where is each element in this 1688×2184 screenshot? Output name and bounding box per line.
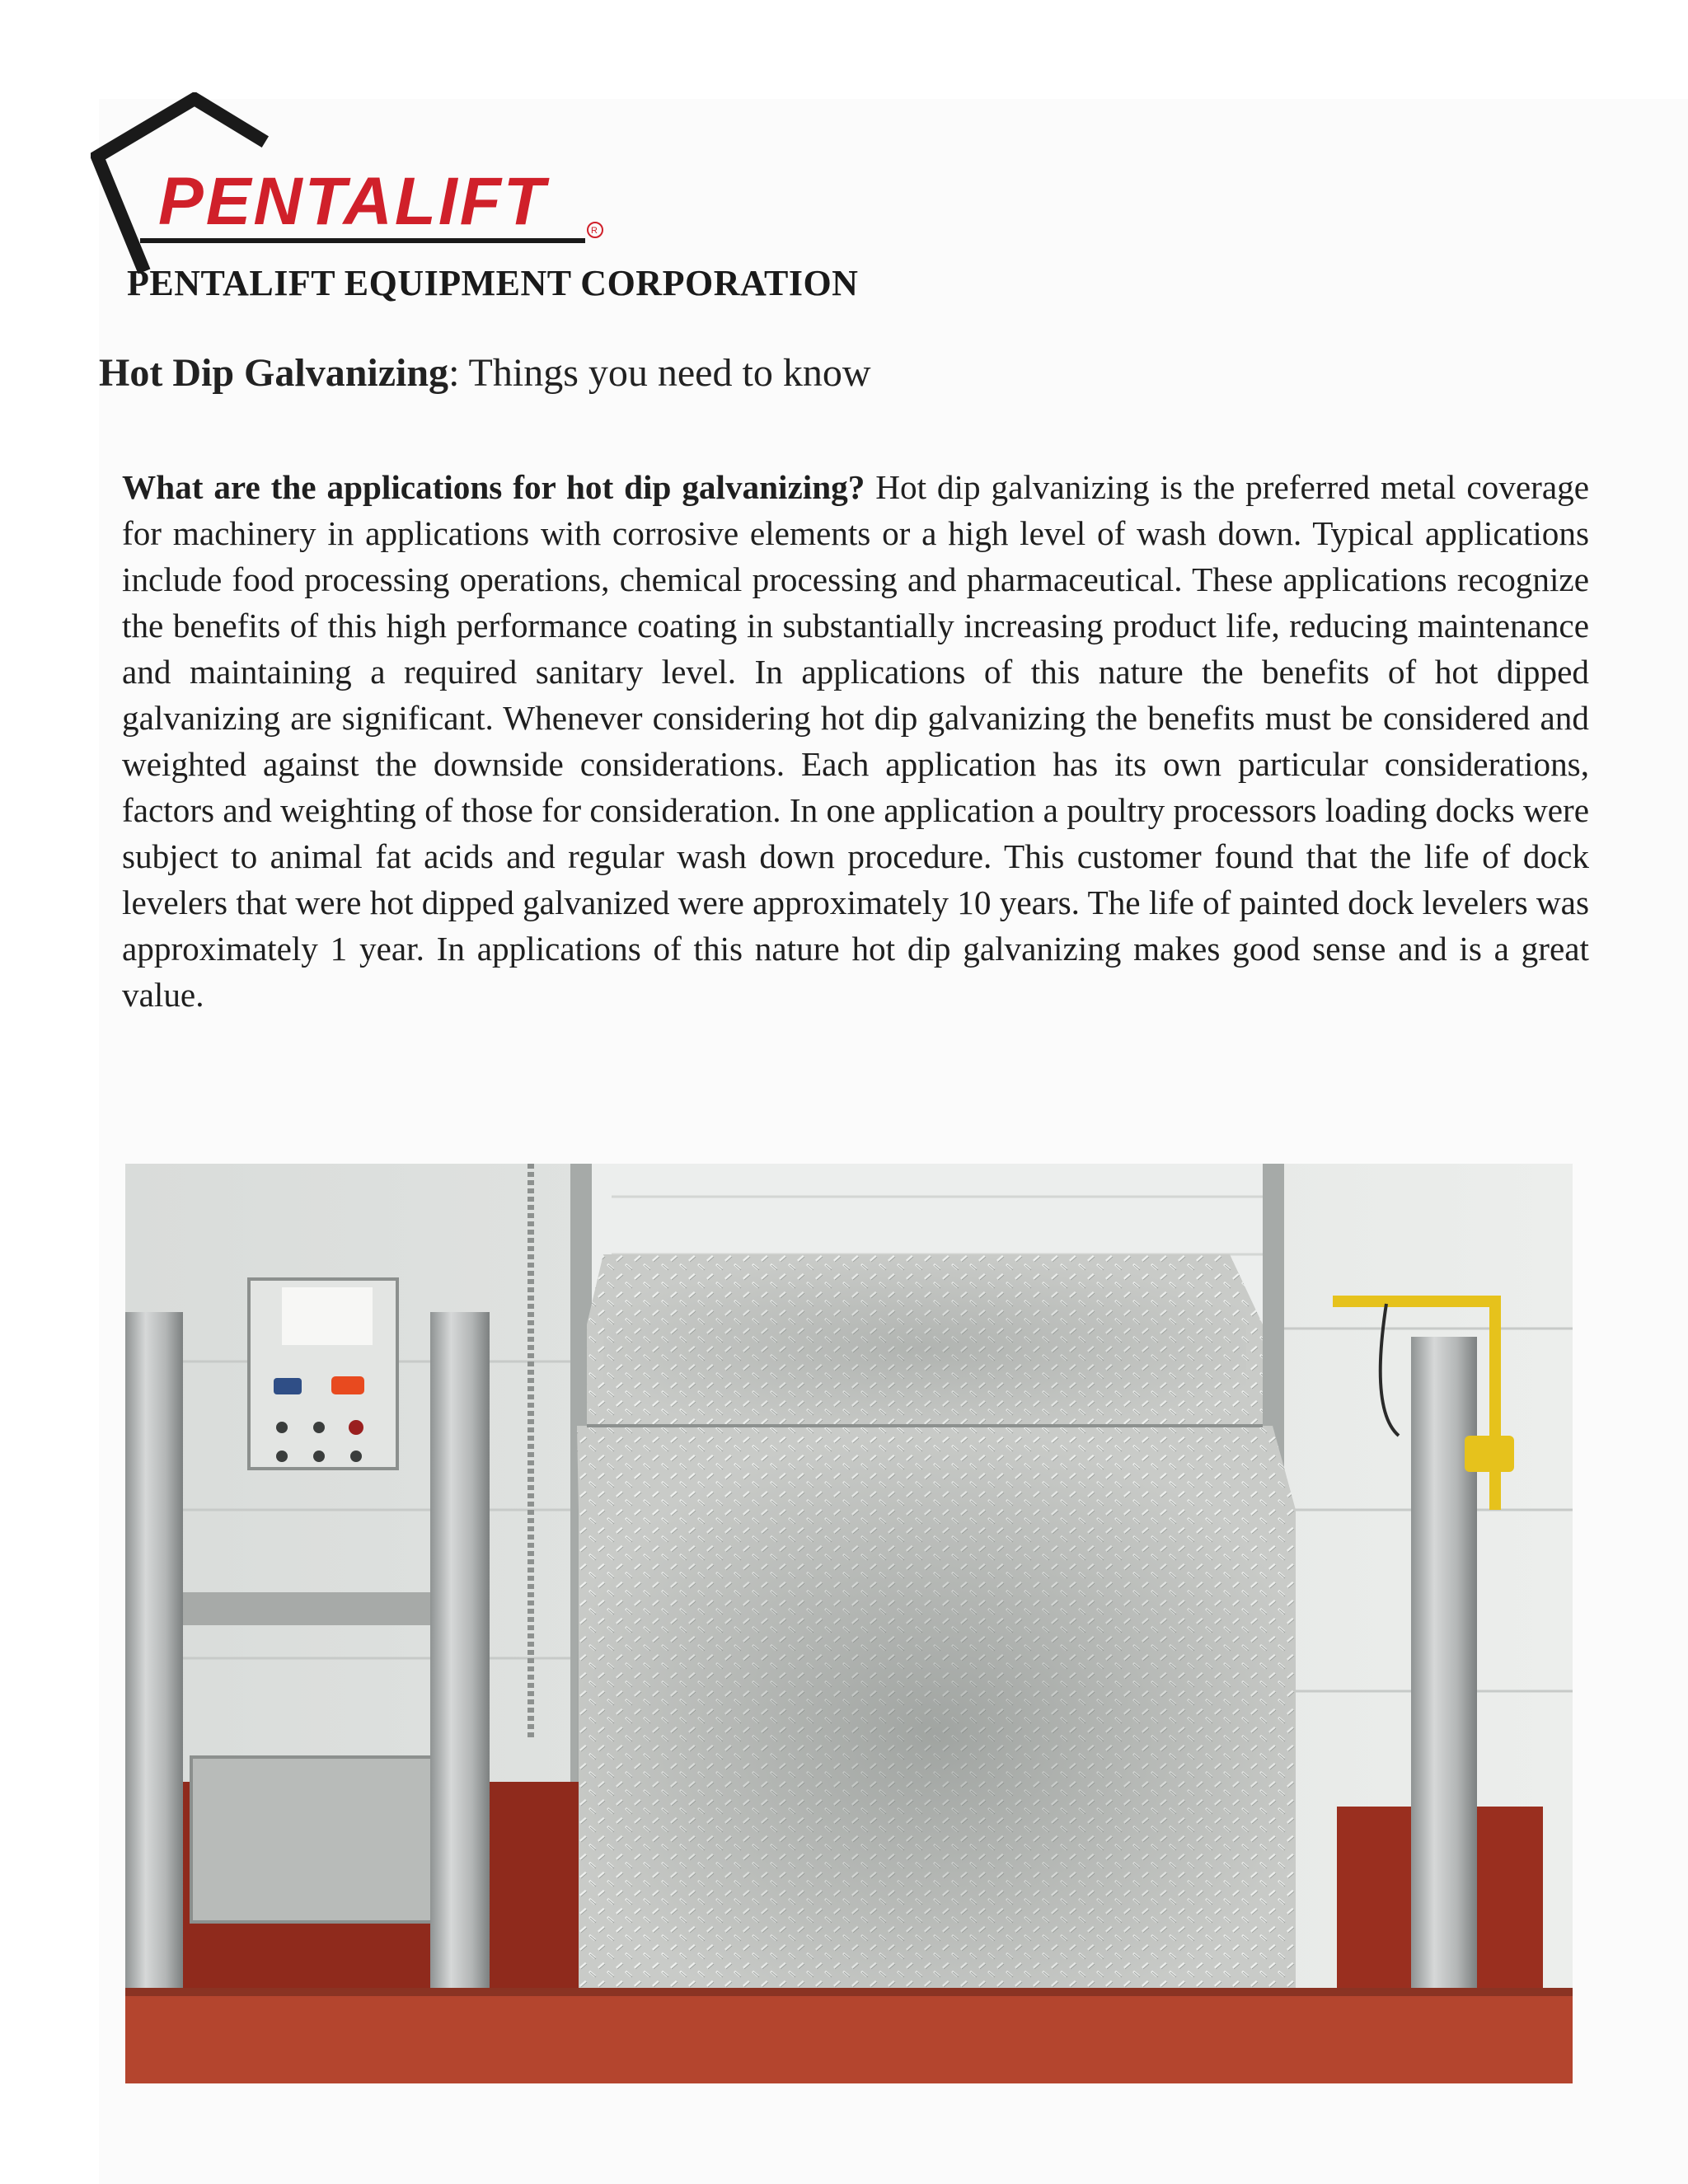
article-body <box>122 464 1589 1018</box>
svg-text:R: R <box>591 226 598 236</box>
pentalift-logo <box>91 92 618 274</box>
article-paragraph: Hot dip galvanizing is the preferred metal coverage for machinery in applications with corrosive elements or a high level of wash down. Typical applications include food processing operations, chemical processing and pharmaceutical. These applications recognize the benefits of this high performance coating in substantially increasing product life, reducing maintenance and maintaining a required sanitary level. In applications of this nature the benefits of hot dipped galvanizing are significant. Whenever considering hot dip galvanizing the benefits must be considered and weighted against the downside considerations. Each application has its own particular considerations, factors and weighting of those for consideration. In one application a poultry processors loading docks were subject to animal fat acids and regular wash down procedure. This customer found that the life of dock levelers that were hot dipped galvanized were approximately 10 years. The life of painted dock levelers was approximately 1 year. In applications of this nature hot dip galvanizing makes good sense and is a great value. <box>122 468 1589 1014</box>
lead-question: What are the applications for hot dip galvanizing? <box>122 468 865 506</box>
company-name: PENTALIFT EQUIPMENT CORPORATION <box>127 263 859 303</box>
title-rest: : Things you need to know <box>448 351 871 395</box>
dock-leveler-photo <box>125 1164 1573 2083</box>
page-title <box>99 350 870 396</box>
title-bold: Hot Dip Galvanizing <box>99 351 449 395</box>
brand-wordmark: PENTALIFT <box>158 164 547 239</box>
